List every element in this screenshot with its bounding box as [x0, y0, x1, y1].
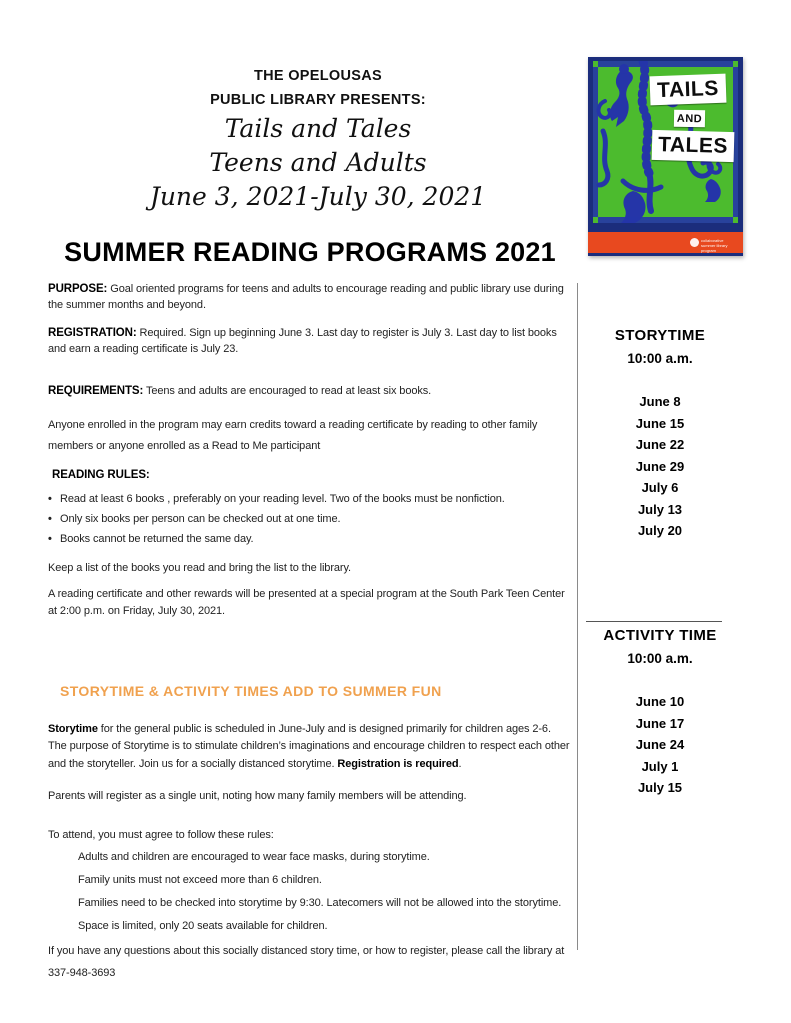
registration-label: REGISTRATION: — [48, 327, 137, 339]
sidebar-divider — [586, 621, 722, 622]
activity-date: July 15 — [637, 780, 683, 795]
main-content — [48, 281, 568, 620]
program-name: Tails and Tales — [224, 114, 412, 143]
reading-rule-item: • Only six books per person can be checked out at one time. — [48, 509, 568, 529]
program-audience: Teens and Adults — [209, 148, 427, 177]
storytime-schedule-title: STORYTIME — [614, 327, 706, 344]
attendance-rule-item: Adults and children are encouraged to wear face masks, during storytime. — [78, 851, 430, 863]
activity-date: July 1 — [641, 758, 679, 774]
storytime-text: for the general public is scheduled in June-July and is designed primarily for children ages 2-6. The purpose of Storytime is to stimulate children’s imaginations and encourage children to respect each other and the storyteller. Join us for a socially distanced storytime. — [48, 722, 570, 770]
attendance-rule-item: Space is limited, only 20 seats available for children. — [78, 920, 328, 932]
certificate-paragraph: A reading certificate and other rewards will be presented at a special program at the South Park Teen Center at 2:00 p.m. on Friday, July 30, 2021. — [48, 588, 565, 617]
reading-rule-item: • Read at least 6 books , preferably on your reading level. Two of the books must be nonfiction. — [48, 489, 568, 509]
enrolled-paragraph: Anyone enrolled in the program may earn credits toward a reading certificate by reading to other family members or anyone enrolled as a Read to Me participant — [48, 419, 538, 452]
presenter-line-1: THE OPELOUSAS — [254, 68, 382, 84]
presenter-line-2: PUBLIC LIBRARY PRESENTS: — [210, 92, 426, 108]
attendance-rules-list — [48, 846, 572, 938]
activity-schedule-title: ACTIVITY TIME — [603, 627, 717, 644]
storytime-date: July 6 — [641, 480, 679, 495]
questions-paragraph — [48, 940, 572, 984]
storytime-date: June 22 — [635, 437, 685, 452]
fun-section-heading: STORYTIME & ACTIVITY TIMES ADD TO SUMMER FUN — [60, 683, 442, 699]
presenter-heading — [0, 64, 636, 112]
activity-schedule-time: 10:00 a.m. — [627, 651, 693, 666]
storytime-date: July 20 — [637, 523, 683, 538]
phone-number: 337-948-3693 — [48, 967, 116, 979]
program-dates: June 3, 2021-July 30, 2021 — [149, 182, 487, 211]
requirements-text: Teens and adults are encouraged to read at least six books. — [143, 385, 432, 397]
attendance-rule-item: Families need to be checked into storytime by 9:30. Latecomers will not be allowed into the storytime. — [78, 897, 562, 909]
storytime-date: July 13 — [637, 501, 683, 517]
cslp-logo-icon — [690, 238, 699, 247]
fun-section — [48, 683, 572, 984]
poster-background — [593, 61, 738, 223]
vertical-divider — [577, 283, 578, 950]
poster-word-tails: TAILS — [650, 74, 727, 106]
activity-date: June 17 — [635, 715, 685, 731]
storytime-schedule-time: 10:00 a.m. — [627, 351, 693, 366]
storytime-date: June 29 — [635, 458, 685, 474]
registration-required-bold: Registration is required — [337, 757, 459, 770]
tails-and-tales-poster — [588, 57, 743, 256]
storytime-schedule — [586, 327, 734, 542]
requirements-paragraph — [48, 383, 568, 399]
program-title-script — [0, 112, 636, 214]
activity-date: June 10 — [635, 694, 685, 709]
parents-paragraph: Parents will register as a single unit, noting how many family members will be attending. — [48, 790, 467, 802]
poster-footer-strip — [588, 232, 743, 253]
rules-intro: To attend, you must agree to follow these rules: — [48, 828, 274, 841]
reading-rules-list — [48, 489, 568, 549]
keep-list-paragraph: Keep a list of the books you read and bring the list to the library. — [48, 562, 352, 574]
cslp-logo-text: collaborative summer library program — [701, 238, 728, 253]
storytime-date: June 15 — [635, 415, 685, 431]
registration-text: Required. Sign up beginning June 3. Last day to register is July 3. Last day to list books and earn a reading certificate is July 23. — [48, 327, 557, 355]
questions-line: If you have any questions about this socially distanced story time, or how to register, please call the library at — [48, 945, 565, 957]
poster-word-tales: TALES — [652, 130, 735, 162]
requirements-label: REQUIREMENTS: — [48, 385, 144, 397]
activity-date: June 24 — [635, 737, 685, 752]
registration-paragraph — [48, 325, 568, 357]
registration-period: . — [458, 757, 462, 770]
attendance-rule-item: Family units must not exceed more than 6 children. — [78, 874, 322, 886]
storytime-bold: Storytime — [48, 722, 98, 735]
poster-word-and: AND — [674, 110, 705, 128]
reading-rules-heading: READING RULES: — [52, 469, 150, 481]
purpose-text: Goal oriented programs for teens and adults to encourage reading and public library use during the summer months and beyond. — [48, 283, 564, 311]
page-title: SUMMER READING PROGRAMS 2021 — [64, 237, 556, 267]
storytime-date-list — [586, 391, 734, 542]
purpose-label: PURPOSE: — [48, 283, 108, 295]
activity-schedule — [586, 627, 734, 799]
activity-date-list — [586, 691, 734, 799]
storytime-date: June 8 — [639, 394, 681, 409]
reading-rule-item: • Books cannot be returned the same day. — [48, 529, 568, 549]
storytime-description-paragraph — [48, 721, 572, 774]
purpose-paragraph — [48, 281, 568, 313]
